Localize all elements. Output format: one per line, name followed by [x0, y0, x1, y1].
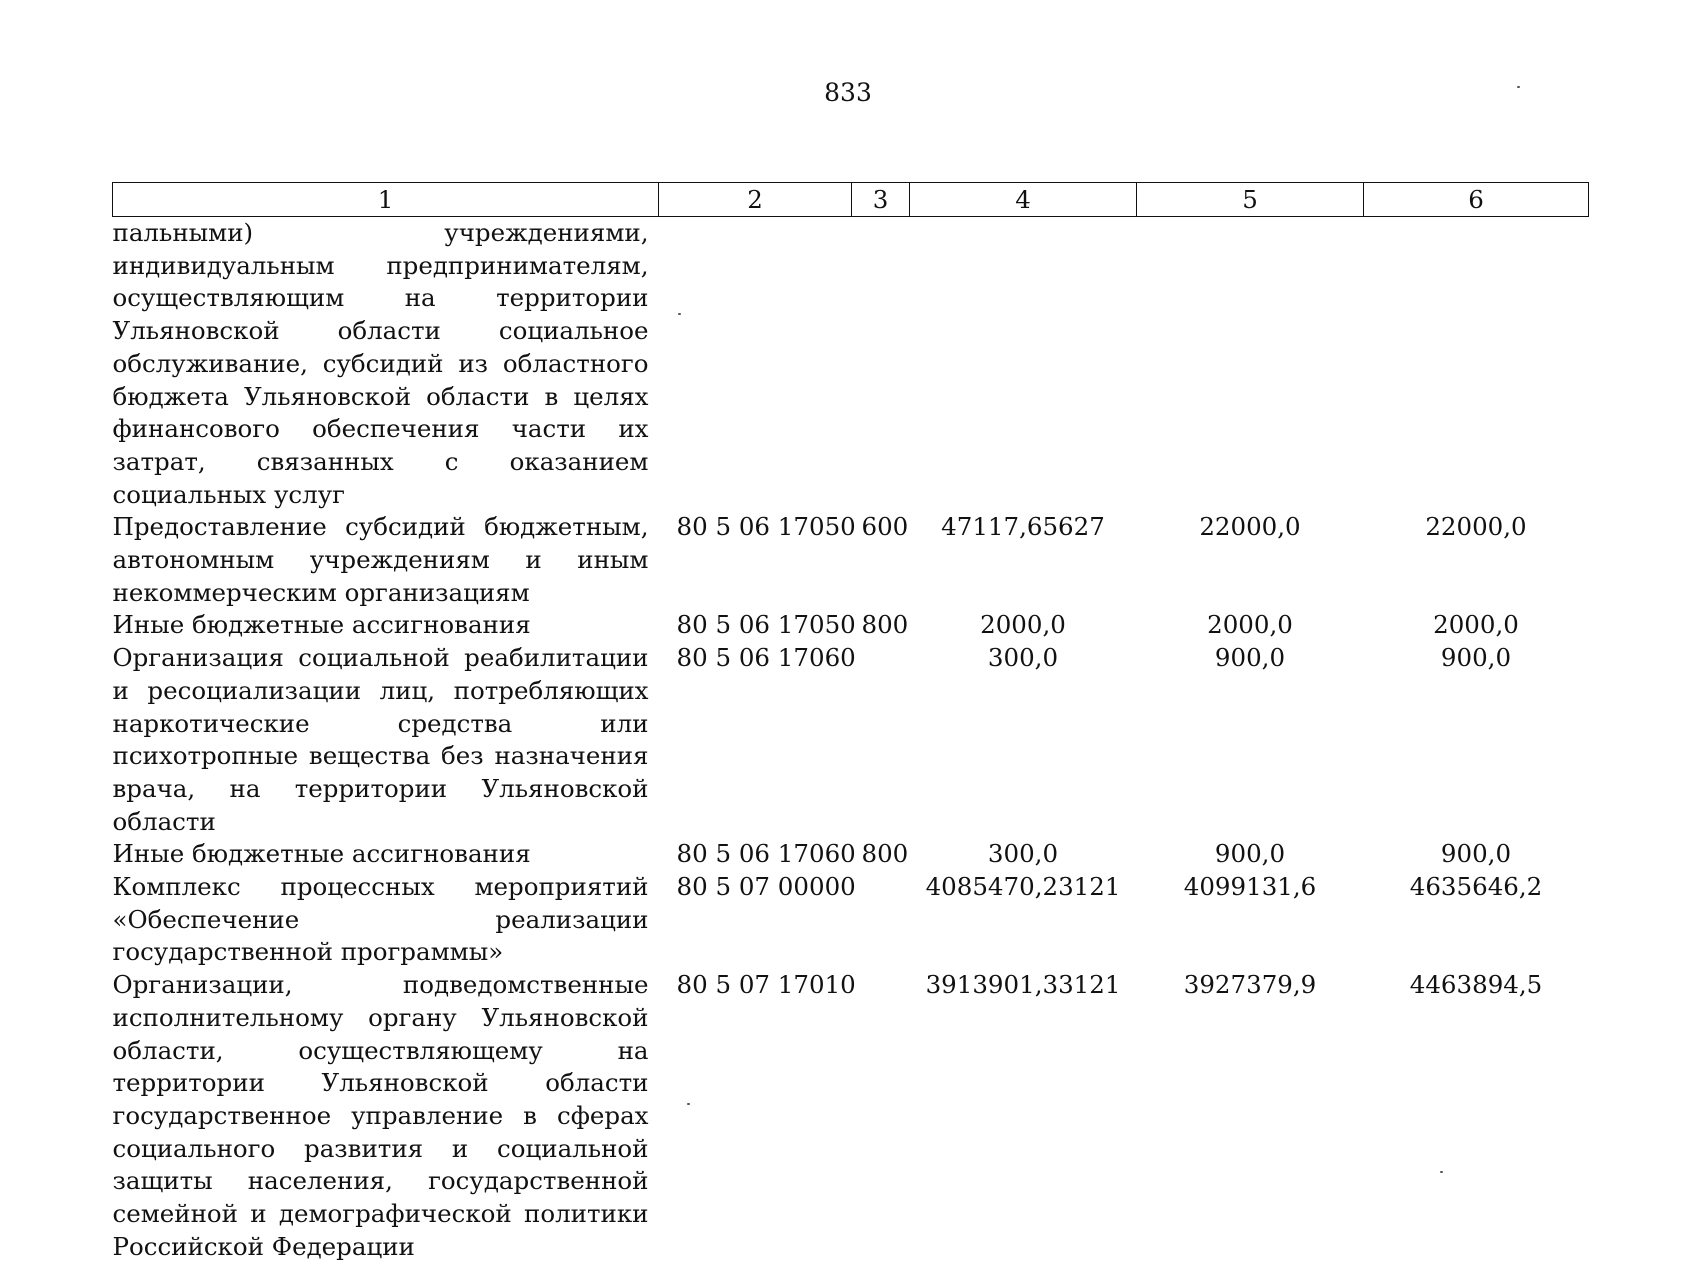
table-row	[113, 217, 1589, 512]
row-name: пальными) учреждениями, индивидуальным предпринимателям, осуществляющим на территории Ульяновской области социальное обслуживание, субсидий из областного бюджета Ульяновской области в целях финансового обеспечения части их затрат, связанных с оказанием социальных услуг	[112, 218, 649, 509]
row-amount-col6: 22000,0	[1425, 512, 1527, 542]
row-amount-col4: 300,0	[987, 643, 1059, 673]
table-header-row	[113, 183, 1589, 217]
row-name: Иные бюджетные ассигнования	[112, 839, 531, 869]
scan-speck	[1440, 1171, 1443, 1173]
row-expense-type	[852, 642, 910, 838]
column-header-5: 5	[1137, 183, 1364, 217]
row-expense-type: 800	[861, 610, 909, 640]
row-amount-col6	[1364, 217, 1589, 512]
row-amount-col5: 900,0	[1214, 643, 1286, 673]
budget-table	[112, 182, 1589, 1264]
column-header-1: 1	[113, 183, 659, 217]
row-amount-col5: 2000,0	[1207, 610, 1293, 640]
row-amount-col5: 900,0	[1214, 839, 1286, 869]
row-name: Предоставление субсидий бюджетным, автономным учреждениям и иным некоммерческим организациям	[112, 512, 649, 607]
row-expense-type	[852, 871, 910, 969]
row-amount-col4	[910, 217, 1137, 512]
row-amount-col5: 22000,0	[1199, 512, 1301, 542]
row-expense-type	[852, 217, 910, 512]
row-name: Комплекс процессных мероприятий «Обеспечение реализации государственной программы»	[112, 872, 649, 967]
row-amount-col5: 3927379,9	[1183, 970, 1317, 1000]
row-amount-col6: 4463894,5	[1409, 970, 1543, 1000]
row-amount-col5	[1137, 217, 1364, 512]
table-row	[113, 511, 1589, 609]
row-name: Иные бюджетные ассигнования	[112, 610, 531, 640]
row-target-code: 80 5 07 00000	[676, 872, 856, 902]
row-amount-col4: 300,0	[987, 839, 1059, 869]
scan-speck	[1517, 86, 1520, 88]
column-header-3: 3	[852, 183, 910, 217]
scan-speck	[687, 1103, 690, 1105]
row-amount-col6: 900,0	[1440, 643, 1512, 673]
row-amount-col6: 4635646,2	[1409, 872, 1543, 902]
row-expense-type: 600	[861, 512, 909, 542]
row-target-code: 80 5 06 17050	[676, 610, 856, 640]
row-target-code	[659, 217, 852, 512]
row-amount-col4: 2000,0	[980, 610, 1066, 640]
row-name: Организация социальной реабилитации и ресоциализации лиц, потребляющих наркотические средства или психотропные вещества без назначения врача, на территории Ульяновской области	[112, 643, 649, 836]
scan-speck	[678, 313, 681, 315]
row-amount-col6: 2000,0	[1433, 610, 1519, 640]
table-row	[113, 969, 1589, 1263]
row-expense-type	[852, 969, 910, 1263]
row-amount-col4: 4085470,23121	[925, 872, 1121, 902]
column-header-4: 4	[910, 183, 1137, 217]
table-row	[113, 642, 1589, 838]
row-name: Организации, подведомственные исполнительному органу Ульяновской области, осуществляющему на территории Ульяновской области государственное управление в сферах социального развития и социальной защиты населения, государственной семейной и демографической политики Российской Федерации	[112, 970, 649, 1261]
row-target-code: 80 5 07 17010	[676, 970, 856, 1000]
row-amount-col6: 900,0	[1440, 839, 1512, 869]
table-row	[113, 838, 1589, 871]
row-amount-col4: 3913901,33121	[925, 970, 1121, 1000]
column-header-6: 6	[1364, 183, 1589, 217]
row-target-code: 80 5 06 17060	[676, 643, 856, 673]
table-row	[113, 871, 1589, 969]
column-header-2: 2	[659, 183, 852, 217]
row-target-code: 80 5 06 17060	[676, 839, 856, 869]
row-target-code: 80 5 06 17050	[676, 512, 856, 542]
row-amount-col4: 47117,65627	[941, 512, 1105, 542]
row-expense-type: 800	[861, 839, 909, 869]
page-number: 833	[824, 78, 872, 107]
table-row	[113, 609, 1589, 642]
row-amount-col5: 4099131,6	[1183, 872, 1317, 902]
